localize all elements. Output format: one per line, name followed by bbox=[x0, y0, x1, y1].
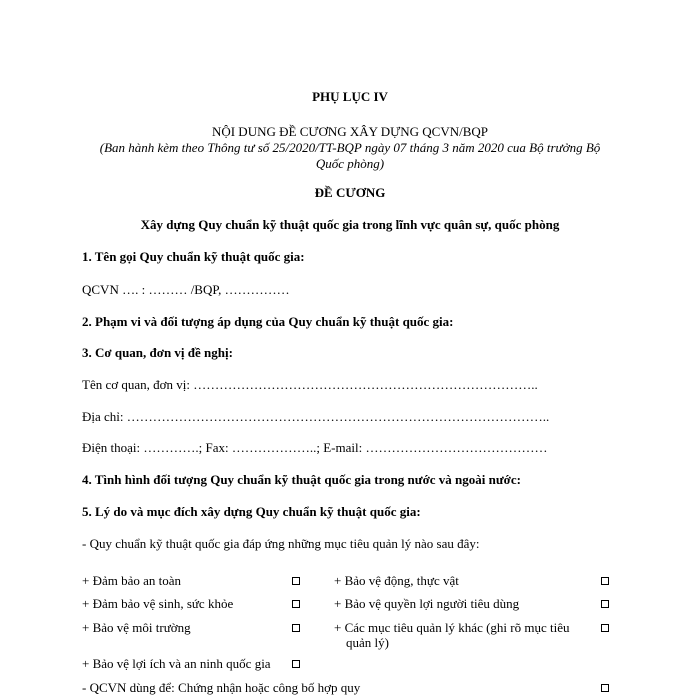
section-5-title: 5. Lý do và mục đích xây dựng Quy chuẩn kỹ thuật quốc gia: bbox=[82, 504, 421, 519]
section-2-title: 2. Phạm vi và đối tượng áp dụng của Quy chuẩn kỹ thuật quốc gia: bbox=[82, 314, 454, 329]
section-3-title: 3. Cơ quan, đơn vị đề nghị: bbox=[82, 345, 233, 360]
section-1-title: 1. Tên gọi Quy chuẩn kỹ thuật quốc gia: bbox=[82, 249, 305, 264]
goal-consumer-rights-checkbox[interactable] bbox=[601, 600, 609, 608]
goal-national-security-checkbox[interactable] bbox=[292, 660, 300, 668]
standard-code-line: QCVN …. : ……… /BQP, …………… bbox=[82, 282, 290, 297]
goal-animals-plants-checkbox[interactable] bbox=[601, 577, 609, 585]
goal-national-security-label: + Bảo vệ lợi ích và an ninh quốc gia bbox=[82, 656, 271, 671]
issued-note-line-2: Quốc phòng) bbox=[315, 156, 385, 171]
outline-title: ĐỀ CƯƠNG bbox=[314, 185, 386, 200]
outline-subject: Xây dựng Quy chuẩn kỹ thuật quốc gia trong lĩnh vực quân sự, quốc phòng bbox=[140, 217, 560, 232]
appendix-title: PHỤ LỤC IV bbox=[312, 89, 388, 104]
address-field: Địa chỉ: …………………………………………………………………………………….. bbox=[82, 409, 550, 424]
document-heading: NỘI DUNG ĐỀ CƯƠNG XÂY DỰNG QCVN/BQP bbox=[211, 124, 489, 139]
goal-other-label-line-2: quản lý) bbox=[346, 635, 389, 650]
goal-consumer-rights-label: + Bảo vệ quyền lợi người tiêu dùng bbox=[334, 596, 520, 611]
conformity-checkbox[interactable] bbox=[601, 684, 609, 692]
standard-usage-line: - QCVN dùng để: Chứng nhận hoặc công bố hợp quy bbox=[82, 680, 361, 695]
issued-note-line-1: (Ban hành kèm theo Thông tư số 25/2020/TT-BQP ngày 07 tháng 3 năm 2020 cua Bộ trưởng Bộ bbox=[99, 140, 601, 155]
goal-hygiene-checkbox[interactable] bbox=[292, 600, 300, 608]
goal-safety-label: + Đảm bảo an toàn bbox=[82, 573, 182, 588]
organization-name-field: Tên cơ quan, đơn vị: …………………………………………………………………….. bbox=[82, 377, 538, 392]
goal-hygiene-label: + Đảm bảo vệ sinh, sức khỏe bbox=[82, 596, 234, 611]
goal-environment-checkbox[interactable] bbox=[292, 624, 300, 632]
management-goals-question: - Quy chuẩn kỹ thuật quốc gia đáp ứng những mục tiêu quản lý nào sau đây: bbox=[82, 536, 480, 551]
goal-environment-label: + Bảo vệ môi trường bbox=[82, 620, 191, 635]
goal-safety-checkbox[interactable] bbox=[292, 577, 300, 585]
goal-animals-plants-label: + Bảo vệ động, thực vật bbox=[334, 573, 459, 588]
goal-other-checkbox[interactable] bbox=[601, 624, 609, 632]
section-4-title: 4. Tình hình đối tượng Quy chuẩn kỹ thuật quốc gia trong nước và ngoài nước: bbox=[82, 472, 521, 487]
contact-field: Điện thoại: ………….; Fax: ………………..; E-mail: …………………………………… bbox=[82, 440, 548, 455]
goal-other-label-line-1: + Các mục tiêu quản lý khác (ghi rõ mục tiêu bbox=[334, 620, 570, 635]
